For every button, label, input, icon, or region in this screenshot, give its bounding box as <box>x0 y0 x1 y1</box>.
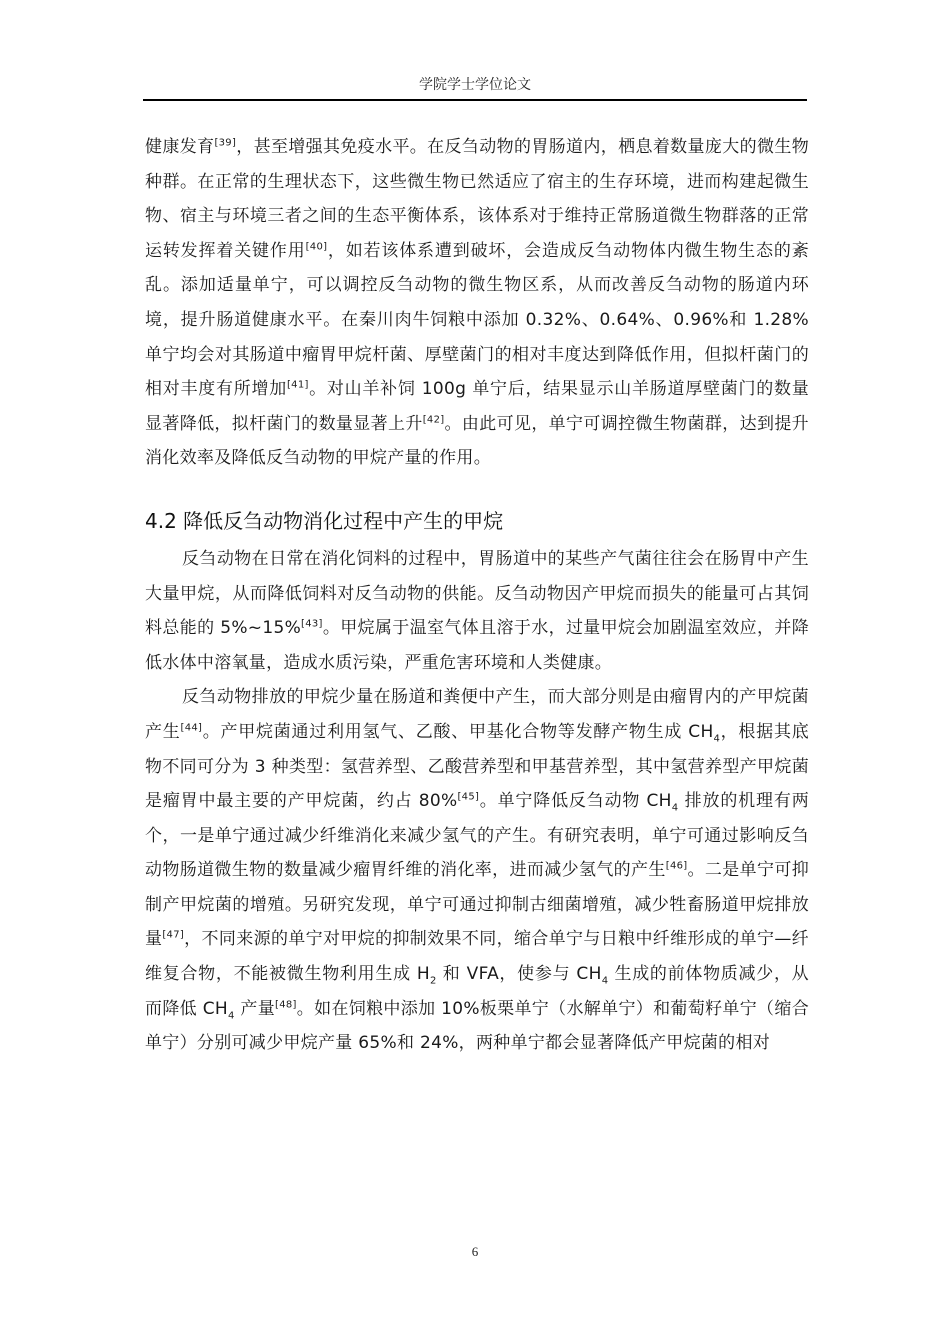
citation-ref: [46] <box>665 860 688 872</box>
page-header <box>143 75 807 101</box>
citation-ref: [39] <box>214 137 237 149</box>
paragraph-methane-intro: 反刍动物在日常在消化饲料的过程中，胃肠道中的某些产气菌往往会在肠胃中产生大量甲烷，从而降低饲料对反刍动物的供能。反刍动物因产甲烷而损失的能量可占其饲料总能的 5%~15%[43]。甲烷属于温室气体且溶于水，过量甲烷会加剧温室效应，并降低水体中溶氧量，造成水质污染，严重危害环境和人类健康。 <box>145 548 809 673</box>
subscript: 4 <box>671 802 679 814</box>
subscript: 2 <box>430 975 437 987</box>
citation-ref: [48] <box>275 999 297 1010</box>
paragraph-methane-mechanism: 反刍动物排放的甲烷少量在肠道和粪便中产生，而大部分则是由瘤胃内的产甲烷菌产生[44]。产甲烷菌通过利用氢气、乙酸、甲基化合物等发酵产物生成 $CH_4$，根据其底物不同可分为 3 种类型：氢营养型、乙酸营养型和甲基营养型，其中氢营养型产甲烷菌是瘤胃中最主要的产甲烷菌，约占 80%[45]。单宁降低反刍动物 $CH_4$ 排放的机理有两个，一是单宁通过减少纤维消化来减少氢气的产生。有研究表明，单宁可通过影响反刍动物肠道微生物的数量减少瘤胃纤维的消化率，进而减少氢气的产生[46]。二是单宁可抑制产甲烷菌的增殖。另研究发现，单宁可通过抑制古细菌增殖，减少牲畜肠道甲烷排放量[47]，不同来源的单宁对甲烷的抑制效果不同，缩合单宁与日粮中纤维形成的单宁—纤维复合物，不能被微生物利用生成 $H_2$ 和 VFA，使参与 $CH_4$ 生成的前体物质减少，从而降低 $CH_4$ 产量[48]。如在饲粮中添加 10%板栗单宁（水解单宁）和葡萄籽单宁（缩合单宁）分别可减少甲烷产量 65%和 24%，两种单宁都会显著降低产甲烷菌的相对 <box>145 687 809 1054</box>
subscript: 4 <box>227 1010 235 1022</box>
citation-ref: [42] <box>422 414 445 426</box>
citation-ref: [45] <box>457 791 480 803</box>
citation-ref: [44] <box>180 722 203 734</box>
citation-ref: [40] <box>305 241 328 253</box>
section-heading: 4.2 降低反刍动物消化过程中产生的甲烷 <box>145 508 504 533</box>
header-title: 学院学士学位论文 <box>419 77 531 93</box>
paragraph-microbiota: 健康发育[39]，甚至增强其免疫水平。在反刍动物的胃肠道内，栖息着数量庞大的微生物种群。在正常的生理状态下，这些微生物已然适应了宿主的生存环境，进而构建起微生物、宿主与环境三者之间的生态平衡体系，该体系对于维持正常肠道微生物群落的正常运转发挥着关键作用[40]，如若该体系遭到破坏，会造成反刍动物体内微生物生态的紊乱。添加适量单宁，可以调控反刍动物的微生物区系，从而改善反刍动物的肠道内环境，提升肠道健康水平。在秦川肉牛饲粮中添加 0.32%、0.64%、0.96%和 1.28%单宁均会对其肠道中瘤胃甲烷杆菌、厚壁菌门的相对丰度达到降低作用，但拟杆菌门的相对丰度有所增加[41]。对山羊补饲 100g 单宁后，结果显示山羊肠道厚壁菌门的数量显著降低，拟杆菌门的数量显著上升[42]。由此可见，单宁可调控微生物菌群，达到提升消化效率及降低反刍动物的甲烷产量的作用。 <box>145 137 810 469</box>
subscript: 4 <box>713 733 721 745</box>
citation-ref: [43] <box>301 618 323 630</box>
body-content <box>145 130 809 1061</box>
citation-ref: [47] <box>162 929 185 941</box>
citation-ref: [41] <box>286 379 309 391</box>
page-number: 6 <box>471 1244 479 1259</box>
subscript: 4 <box>601 975 609 987</box>
